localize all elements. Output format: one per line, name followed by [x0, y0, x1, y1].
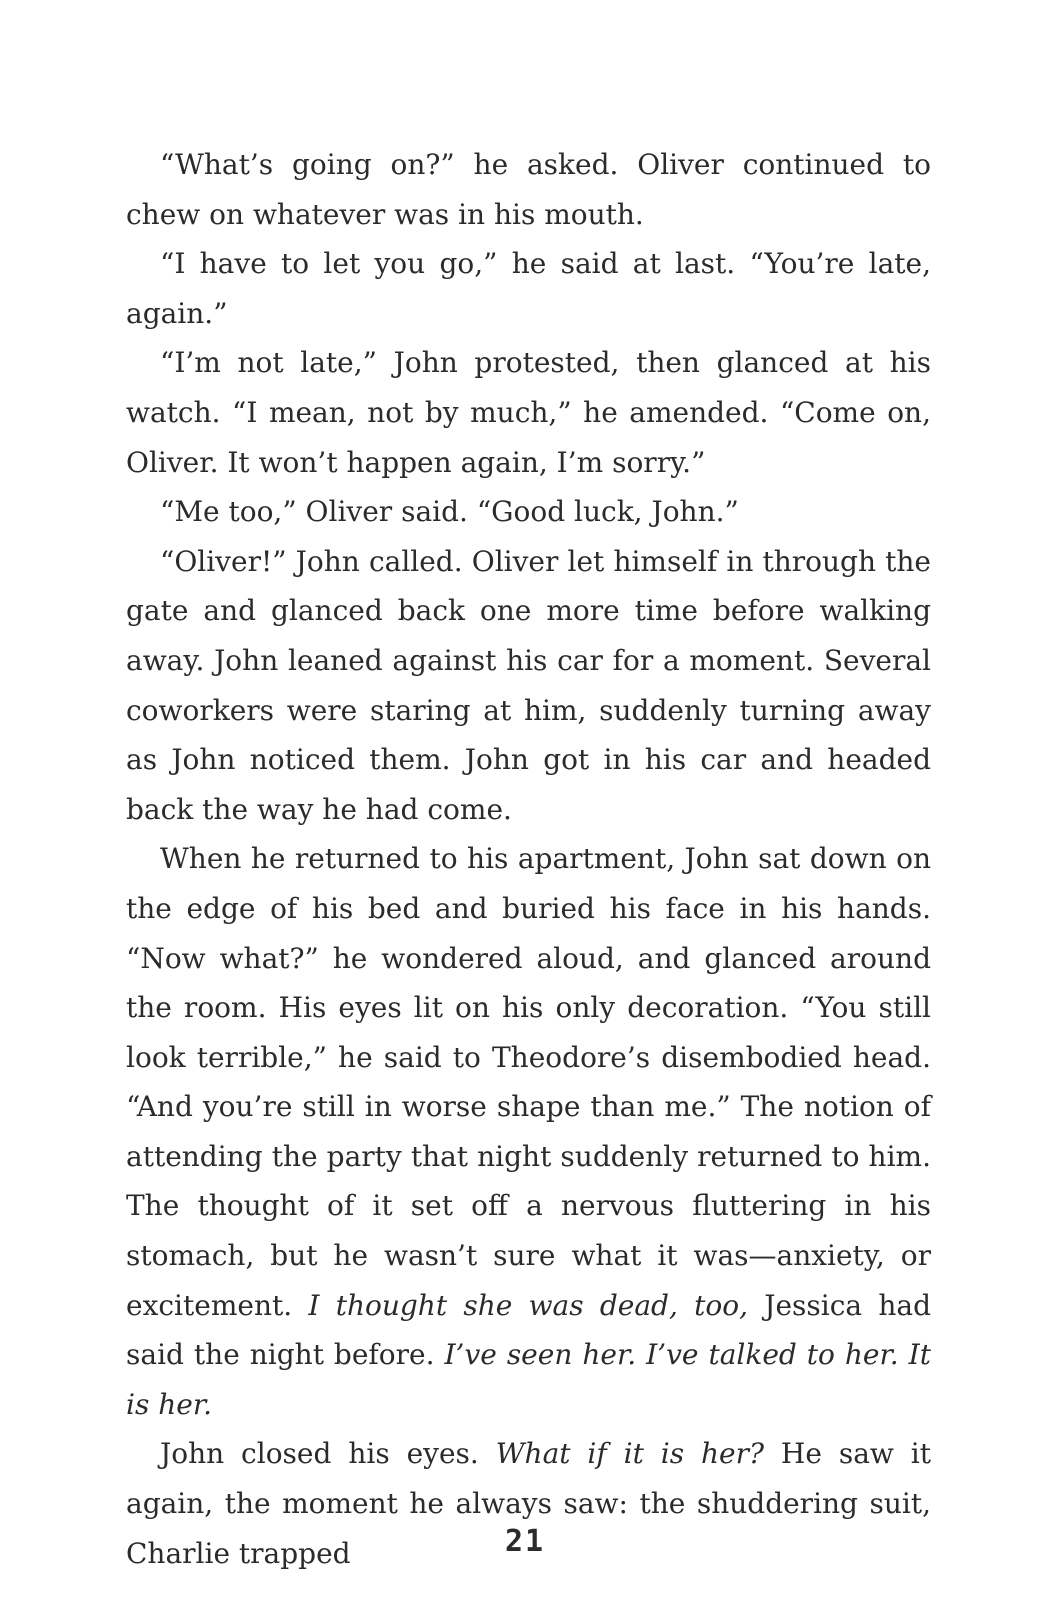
text-segment: Jessica had said the night before.: [126, 1288, 932, 1372]
paragraph: [126, 834, 931, 1429]
text-segment: When he returned to his apartment, John sat down on the edge of his bed and buried his face in his hands. “Now what?” he wondered aloud, and glanced around the room. His eyes lit on his only decoration. “You still look terrible,” he said to Theodore’s disembodied head. “And you’re still in worse shape than me.” The notion of attending the party that night suddenly returned to him. The thought of it set off a nervous fluttering in his stomach, but he wasn’t sure what it was—anxiety, or excitement.: [126, 842, 931, 1322]
paragraph: [126, 537, 931, 835]
page-number: 21: [504, 1524, 546, 1559]
paragraph: [126, 487, 931, 537]
text-segment: John closed his eyes.: [160, 1437, 496, 1471]
paragraph: [126, 239, 931, 338]
text-segment: He saw it again, the moment he always saw: the shuddering suit, Charlie trapped: [126, 1437, 931, 1570]
body-text: [126, 140, 931, 1578]
italic-text-segment: I thought she was dead, too,: [308, 1288, 748, 1322]
paragraph: [126, 338, 931, 487]
paragraph: [126, 140, 931, 239]
text-segment: “Oliver!” John called. Oliver let himself in through the gate and glanced back one more time before walking away. John leaned against his car for a moment. Several coworkers were staring at him, suddenly turning away as John noticed them. John got in his car and headed back the way he had come.: [126, 544, 931, 826]
text-segment: “Me too,” Oliver said. “Good luck, John.”: [160, 495, 739, 529]
text-segment: “What’s going on?” he asked. Oliver continued to chew on whatever was in his mouth.: [126, 148, 931, 231]
text-segment: “I’m not late,” John protested, then glanced at his watch. “I mean, not by much,” he amended. “Come on, Oliver. It won’t happen again, I’m sorry.”: [126, 346, 931, 479]
italic-text-segment: What if it is her?: [495, 1437, 765, 1471]
text-segment: “I have to let you go,” he said at last. “You’re late, again.”: [126, 247, 931, 330]
italic-text-segment: I’ve seen her. I’ve talked to her. It is her.: [126, 1338, 931, 1421]
